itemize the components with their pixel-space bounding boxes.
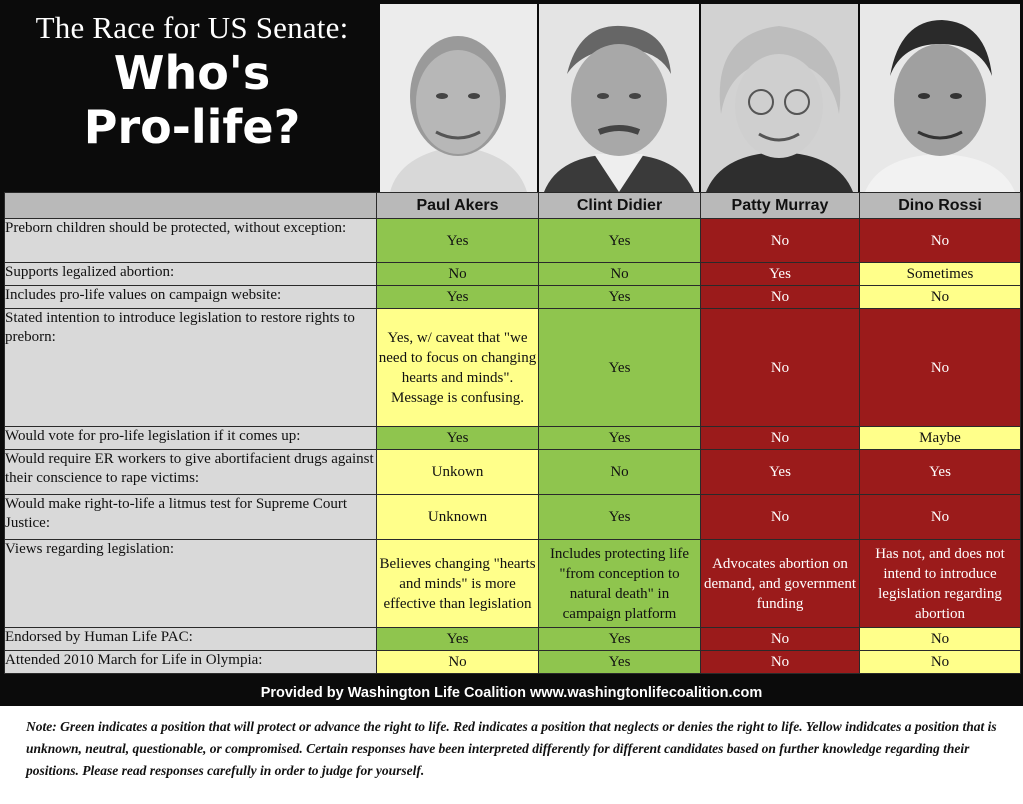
table-row: [5, 450, 1021, 495]
question-cell: Includes pro-life values on campaign website:: [5, 286, 377, 309]
table-row: [5, 540, 1021, 628]
answer-cell: Unkown: [377, 450, 539, 495]
table-row: [5, 427, 1021, 450]
table-row: [5, 495, 1021, 540]
question-cell: Endorsed by Human Life PAC:: [5, 628, 377, 651]
answer-cell: No: [860, 628, 1021, 651]
question-cell: Attended 2010 March for Life in Olympia:: [5, 651, 377, 674]
answer-cell: Sometimes: [860, 263, 1021, 286]
answer-cell: Yes: [377, 427, 539, 450]
photo-clint-didier: [539, 4, 699, 192]
candidate-name: Dino Rossi: [860, 193, 1021, 219]
answer-cell: Yes: [539, 495, 701, 540]
candidate-name: Patty Murray: [701, 193, 860, 219]
title-line-2: Who's: [113, 46, 271, 100]
answer-cell: No: [539, 263, 701, 286]
answer-cell: No: [701, 495, 860, 540]
answer-cell: Yes: [701, 450, 860, 495]
answer-cell: No: [377, 651, 539, 674]
question-cell: Supports legalized abortion:: [5, 263, 377, 286]
answer-cell: Yes: [701, 263, 860, 286]
answer-cell: No: [539, 450, 701, 495]
candidate-name: Clint Didier: [539, 193, 701, 219]
answer-cell: No: [860, 495, 1021, 540]
answer-cell: Has not, and does not intend to introduce legislation regarding abortion: [860, 540, 1021, 628]
photo-paul-akers: [380, 4, 537, 192]
answer-cell: Yes: [539, 219, 701, 263]
answer-cell: No: [701, 651, 860, 674]
answer-cell: Yes: [377, 219, 539, 263]
answer-cell: Yes: [539, 286, 701, 309]
answer-cell: Yes: [860, 450, 1021, 495]
table-row: [5, 286, 1021, 309]
portrait-icon: [860, 4, 1020, 192]
question-cell: Would make right-to-life a litmus test for Supreme Court Justice:: [5, 495, 377, 540]
question-cell: Would require ER workers to give abortifacient drugs against their conscience to rape victims:: [5, 450, 377, 495]
table-row: [5, 628, 1021, 651]
question-cell: Preborn children should be protected, without exception:: [5, 219, 377, 263]
title-line-1: The Race for US Senate:: [35, 10, 349, 45]
portrait-icon: [380, 4, 537, 192]
answer-cell: No: [377, 263, 539, 286]
color-key-note: Note: Green indicates a position that will protect or advance the right to life. Red indicates a position that neglects or denies the right to life. Yellow indidcates a position that is unknown, neutral, questionable, or compromised. Certain responses have been interpreted differently for different candidates based on further knowledge regarding their positions. Please read responses carefully in order to judge for yourself.: [26, 719, 997, 778]
answer-cell: No: [701, 427, 860, 450]
answer-cell: No: [701, 286, 860, 309]
answer-cell: No: [860, 309, 1021, 427]
answer-cell: No: [860, 651, 1021, 674]
answer-cell: Yes: [377, 286, 539, 309]
answer-cell: No: [860, 286, 1021, 309]
question-cell: Views regarding legislation:: [5, 540, 377, 628]
portrait-icon: [539, 4, 699, 192]
photo-patty-murray: [701, 4, 858, 192]
table-row: [5, 219, 1021, 263]
question-cell: Would vote for pro-life legislation if it comes up:: [5, 427, 377, 450]
header-row: [5, 193, 1021, 219]
answer-cell: No: [701, 309, 860, 427]
answer-cell: No: [701, 219, 860, 263]
title-line-3: Pro-life?: [83, 100, 301, 154]
answer-cell: Unknown: [377, 495, 539, 540]
title-block: [6, 4, 378, 192]
answer-cell: Yes: [539, 309, 701, 427]
table-row: [5, 309, 1021, 427]
answer-cell: No: [701, 628, 860, 651]
answer-cell: Yes: [539, 628, 701, 651]
answer-cell: Maybe: [860, 427, 1021, 450]
question-cell: Stated intention to introduce legislation to restore rights to preborn:: [5, 309, 377, 427]
answer-cell: Yes: [539, 651, 701, 674]
header-blank: [5, 193, 377, 219]
photo-dino-rossi: [860, 4, 1020, 192]
answer-cell: Yes: [377, 628, 539, 651]
answer-cell: Advocates abortion on demand, and government funding: [701, 540, 860, 628]
answer-cell: No: [860, 219, 1021, 263]
footer-credit: Provided by Washington Life Coalition www.washingtonlifecoalition.com: [260, 685, 763, 701]
table-row: [5, 651, 1021, 674]
answer-cell: Yes: [539, 427, 701, 450]
portrait-icon: [701, 4, 858, 192]
comparison-table: [4, 192, 1021, 674]
candidate-name: Paul Akers: [377, 193, 539, 219]
answer-cell: Yes, w/ caveat that "we need to focus on changing hearts and minds". Message is confusing.: [377, 309, 539, 427]
answer-cell: Believes changing "hearts and minds" is more effective than legislation: [377, 540, 539, 628]
answer-cell: Includes protecting life "from conception to natural death" in campaign platform: [539, 540, 701, 628]
table-row: [5, 263, 1021, 286]
